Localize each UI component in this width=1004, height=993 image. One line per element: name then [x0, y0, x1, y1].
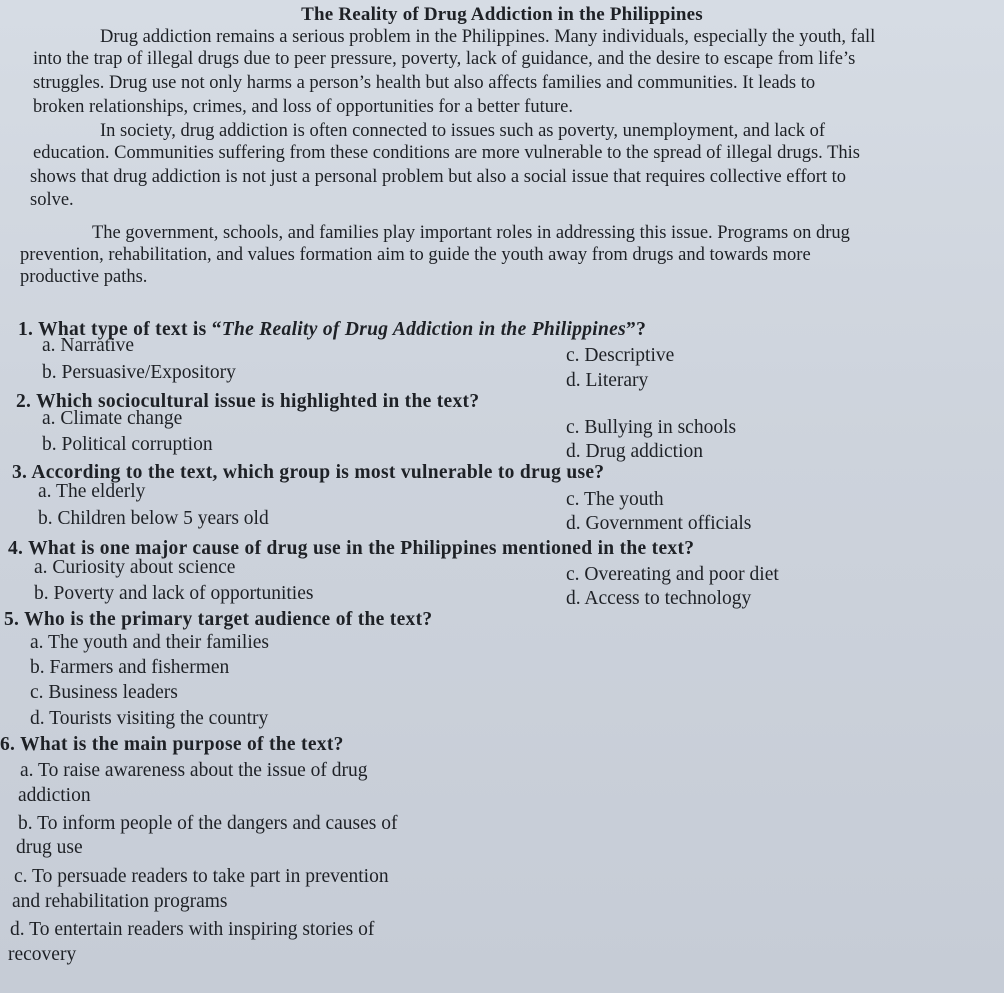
paragraph-2-line-4: solve. — [30, 190, 74, 210]
question-number: 3. — [12, 462, 28, 483]
question-3-option-a[interactable]: a. The elderly — [38, 481, 146, 502]
question-4-option-a[interactable]: a. Curiosity about science — [34, 557, 236, 578]
question-1-option-d[interactable]: d. Literary — [566, 370, 649, 391]
question-5 — [4, 608, 432, 632]
question-number: 4. — [8, 538, 24, 559]
paragraph-1-line-3: struggles. Drug use not only harms a person’s health but also affects families and communities. It leads to — [33, 73, 816, 93]
question-text: Who is the primary target audience of the text? — [24, 609, 433, 630]
question-text: Which sociocultural issue is highlighted in the text? — [36, 391, 480, 412]
question-3-option-b[interactable]: b. Children below 5 years old — [38, 508, 269, 529]
question-1-option-c[interactable]: c. Descriptive — [566, 345, 675, 366]
paragraph-2-line-2: education. Communities suffering from these conditions are more vulnerable to the spread of illegal drugs. This — [33, 143, 860, 163]
question-text: According to the text, which group is most vulnerable to drug use? — [31, 462, 605, 483]
paragraph-1-line-1: Drug addiction remains a serious problem in the Philippines. Many individuals, especially the youth, fall — [100, 27, 876, 47]
question-3-option-c[interactable]: c. The youth — [566, 489, 664, 510]
paragraph-3-line-1: The government, schools, and families play important roles in addressing this issue. Programs on drug — [92, 223, 850, 243]
question-6-option-a-continued[interactable]: addiction — [18, 785, 91, 806]
question-6-option-c-continued[interactable]: and rehabilitation programs — [12, 891, 228, 912]
paragraph-3-line-2: prevention, rehabilitation, and values formation aim to guide the youth away from drugs and towards more — [20, 245, 811, 265]
question-number: 6. — [0, 734, 16, 755]
question-5-option-a[interactable]: a. The youth and their families — [30, 632, 269, 653]
paragraph-1-line-2: into the trap of illegal drugs due to peer pressure, poverty, lack of guidance, and the desire to escape from life’s — [33, 49, 856, 69]
question-1-option-b[interactable]: b. Persuasive/Expository — [42, 362, 236, 383]
question-2-option-b[interactable]: b. Political corruption — [42, 434, 213, 455]
question-5-option-c[interactable]: c. Business leaders — [30, 682, 178, 703]
document-title: The Reality of Drug Addiction in the Philippines — [301, 4, 703, 25]
paragraph-3-line-3: productive paths. — [20, 267, 148, 287]
question-3-option-d[interactable]: d. Government officials — [566, 513, 752, 534]
question-4-option-b[interactable]: b. Poverty and lack of opportunities — [34, 583, 314, 604]
question-number: 5. — [4, 609, 20, 630]
question-6-option-d-continued[interactable]: recovery — [8, 944, 77, 965]
question-text: What is one major cause of drug use in the Philippines mentioned in the text? — [28, 538, 695, 559]
question-4-option-c[interactable]: c. Overeating and poor diet — [566, 564, 779, 585]
question-4-option-d[interactable]: d. Access to technology — [566, 588, 752, 609]
question-6-option-a[interactable]: a. To raise awareness about the issue of drug — [20, 760, 368, 781]
question-text-start: What type of text is “ — [38, 319, 222, 340]
question-6-option-d[interactable]: d. To entertain readers with inspiring stories of — [10, 919, 375, 940]
question-6-option-c[interactable]: c. To persuade readers to take part in prevention — [14, 866, 389, 887]
question-2-option-c[interactable]: c. Bullying in schools — [566, 417, 737, 438]
question-text-end: ”? — [626, 319, 647, 340]
question-number: 1. — [18, 319, 34, 340]
question-6-option-b[interactable]: b. To inform people of the dangers and causes of — [18, 813, 398, 834]
paragraph-2-line-1: In society, drug addiction is often connected to issues such as poverty, unemployment, and lack of — [100, 121, 826, 141]
question-text-italic-title: The Reality of Drug Addiction in the Philippines — [221, 319, 627, 340]
question-6-option-b-continued[interactable]: drug use — [16, 837, 83, 858]
question-2-option-a[interactable]: a. Climate change — [42, 408, 183, 429]
paragraph-1-line-4: broken relationships, crimes, and loss of opportunities for a better future. — [33, 97, 573, 117]
question-number: 2. — [16, 391, 32, 412]
question-2-option-d[interactable]: d. Drug addiction — [566, 441, 704, 462]
question-6 — [0, 733, 344, 757]
paragraph-2-line-3: shows that drug addiction is not just a personal problem but also a social issue that requires collective effort to — [30, 167, 847, 187]
question-5-option-d[interactable]: d. Tourists visiting the country — [30, 708, 269, 729]
question-5-option-b[interactable]: b. Farmers and fishermen — [30, 657, 230, 678]
question-1-option-a[interactable]: a. Narrative — [42, 335, 135, 356]
question-text: What is the main purpose of the text? — [20, 734, 344, 755]
